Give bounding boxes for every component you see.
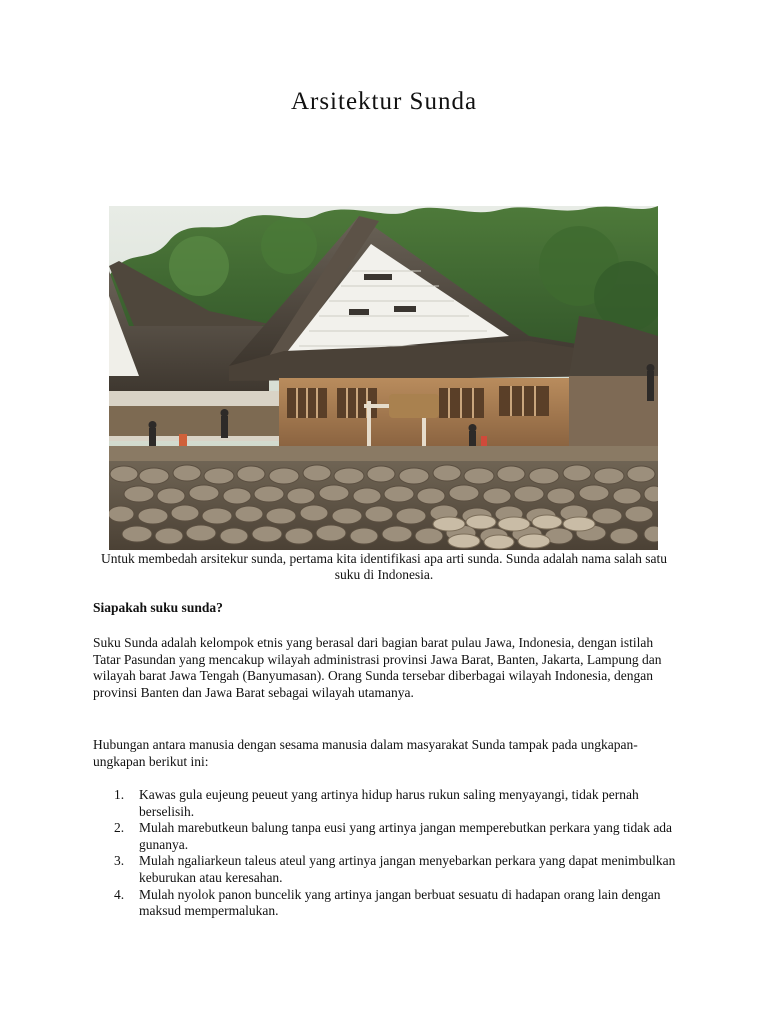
list-item-number: 2. xyxy=(114,820,125,836)
paragraph-suku-sunda: Suku Sunda adalah kelompok etnis yang berasal dari bagian barat pulau Jawa, Indonesia, dengan istilah Tatar Pasundan yang mencakup wilayah administrasi provinsi Jawa Barat, Banten, Jakarta, Lampung dan wilayah barat Jawa Tengah (Banyumasan). Orang Sunda tersebar diberbagai wilayah Indonesia, dengan provinsi Banten dan Jawa Barat sebagai wilayah utamanya. xyxy=(93,635,662,700)
sundanese-house-photo xyxy=(109,206,658,550)
list-item xyxy=(93,820,683,853)
image-caption: Untuk membedah arsitekur sunda, pertama kita identifikasi apa arti sunda. Sunda adalah nama salah satu suku di Indonesia. xyxy=(100,551,668,582)
list-item xyxy=(93,787,683,820)
list-item-number: 4. xyxy=(114,886,125,902)
list-item-number: 1. xyxy=(114,787,125,802)
list-item xyxy=(93,887,683,920)
page-title: Arsitektur Sunda xyxy=(290,88,478,115)
list-item-text: Mulah nyolok panon buncelik yang artinya jangan berbuat sesuatu di hadapan orang lain dengan maksud mempermalukan. xyxy=(139,886,661,919)
list-item-text: Mulah ngaliarkeun taleus ateul yang artinya jangan menyebarkan perkara yang dapat menimbulkan keburukan atau keresahan. xyxy=(139,853,676,885)
list-item-text: Kawas gula eujeung peueut yang artinya hidup harus rukun saling menyayangi, tidak pernah berselisih. xyxy=(139,787,639,819)
section-heading: Siapakah suku sunda? xyxy=(93,600,223,615)
ungkapan-list xyxy=(93,787,683,920)
list-item-number: 3. xyxy=(114,853,125,869)
paragraph-hubungan: Hubungan antara manusia dengan sesama manusia dalam masyarakat Sunda tampak pada ungkapan-ungkapan berikut ini: xyxy=(93,737,638,769)
list-item-text: Mulah marebutkeun balung tanpa eusi yang artinya jangan memperebutkan perkara yang tidak ada gunanya. xyxy=(139,820,673,852)
list-item xyxy=(93,853,683,886)
